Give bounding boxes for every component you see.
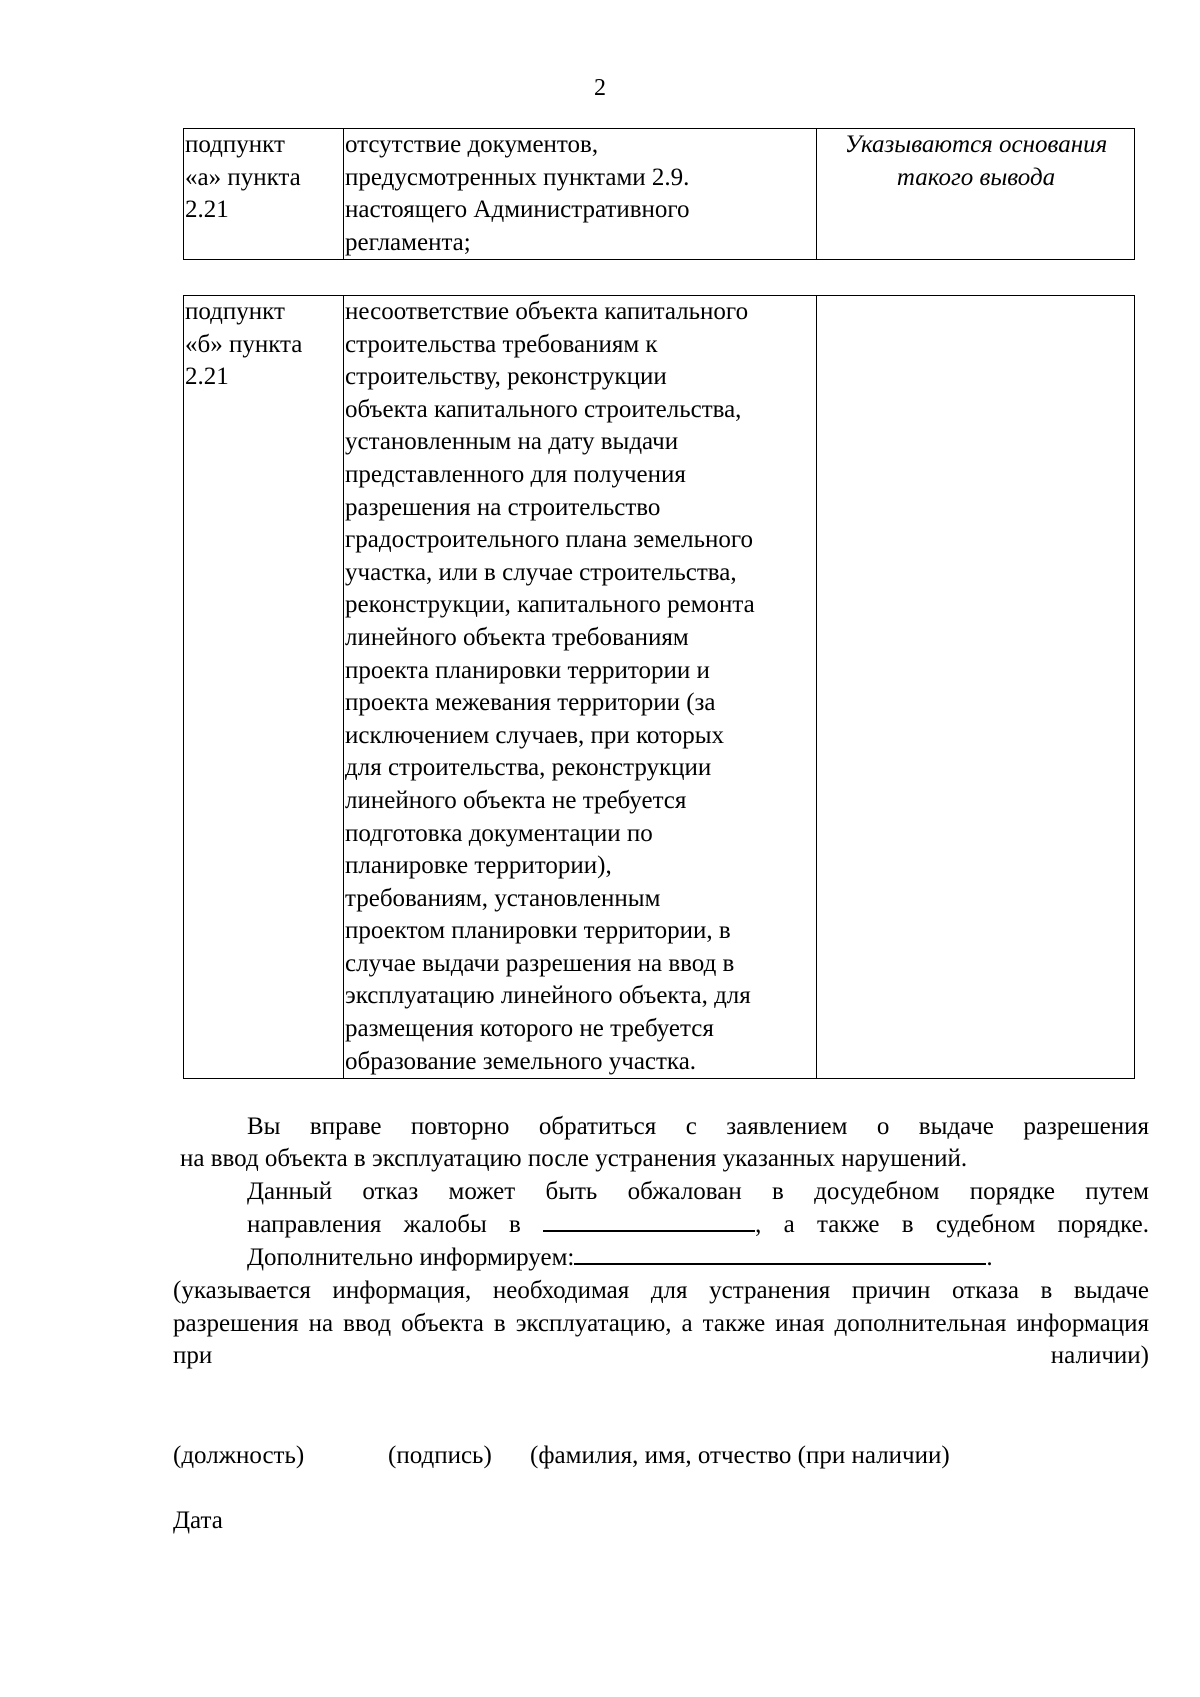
appeal-authority-blank (543, 1210, 755, 1232)
signature-position-label: (должность) (173, 1442, 305, 1469)
repeat-application-text-cont: на ввод объекта в эксплуатацию после устранения указанных нарушений. (180, 1145, 968, 1172)
explanation-cell: Указываются основания такого вывода (817, 129, 1135, 260)
refusal-grounds-table-b (183, 295, 1135, 1079)
reason-cell: отсутствие документов, предусмотренных пунктами 2.9. настоящего Административного регламента; (344, 129, 817, 260)
additional-info-blank (574, 1243, 986, 1265)
reason-cell: несоответствие объекта капитального строительства требованиям к строительству, реконструкции объекта капитального строительства, установленным на дату выдачи представленного для получения разрешения на строительство градостроительного плана земельного участка, или в случае строительства, реконструкции, капитального ремонта линейного объекта требованиям проекта планировки территории и проекта межевания территории (за исключением случаев, при которых для строительства, реконструкции линейного объекта не требуется подготовка документации по планировке территории), требованиям, установленным проектом планировки территории, в случае выдачи разрешения на ввод в эксплуатацию линейного объекта, для размещения которого не требуется образование земельного участка. (344, 296, 817, 1079)
signature-fullname-label: (фамилия, имя, отчество (при наличии) (530, 1442, 950, 1469)
explanation-cell (817, 296, 1135, 1079)
appeal-text-after: , а также в судебном порядке. (755, 1211, 1149, 1238)
clause-cell: подпункт «а» пункта 2.21 (184, 129, 344, 260)
table-row (184, 296, 1135, 1079)
date-label: Дата (173, 1507, 223, 1534)
repeat-application-text: Вы вправе повторно обратиться с заявлением о выдаче разрешения (247, 1113, 1149, 1140)
appeal-text-cont (247, 1209, 1149, 1242)
appeal-text: Данный отказ может быть обжалован в досудебном порядке путем (247, 1178, 1149, 1205)
signature-sign-label: (подпись) (388, 1442, 492, 1469)
page-number: 2 (594, 75, 606, 101)
table-row (184, 129, 1135, 260)
additional-info-end: . (986, 1244, 993, 1271)
clause-cell: подпункт «б» пункта 2.21 (184, 296, 344, 1079)
additional-info-label: Дополнительно информируем: (247, 1244, 575, 1271)
additional-info-line (247, 1242, 1149, 1275)
appeal-text-before: направления жалобы в (247, 1211, 521, 1238)
refusal-grounds-table-a (183, 128, 1135, 260)
additional-info-note: (указывается информация, необходимая для устранения причин отказа в выдаче разрешения на ввод объекта в эксплуатацию, а также иная дополнительная информация при наличии) (173, 1277, 1149, 1370)
